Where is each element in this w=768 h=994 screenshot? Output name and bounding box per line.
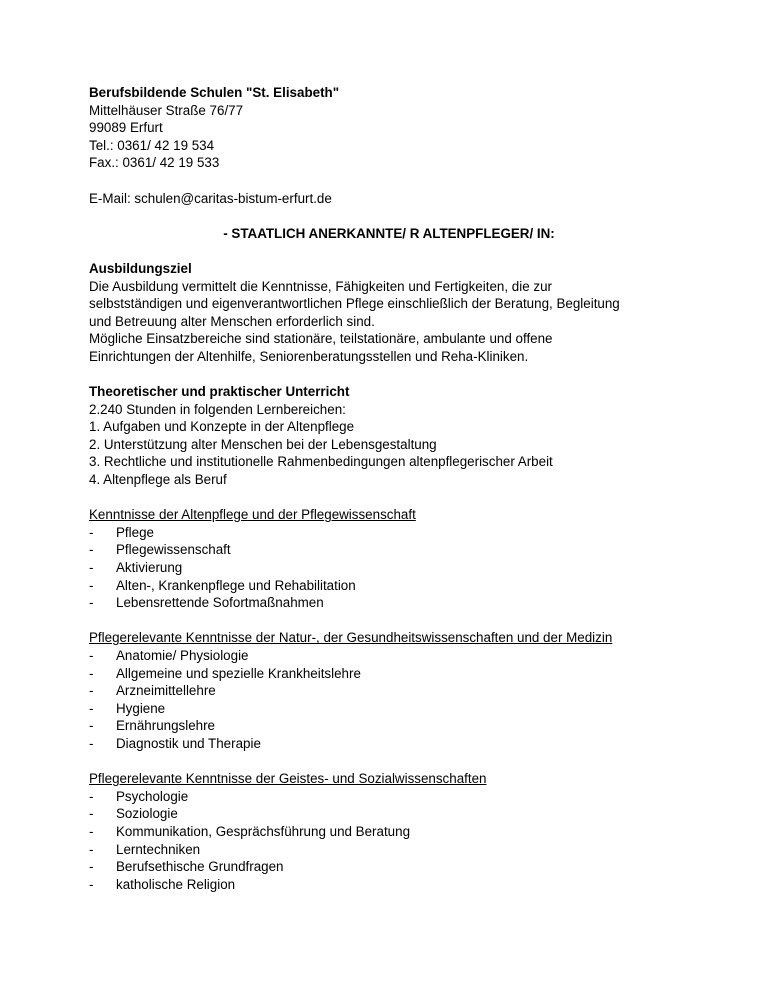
section-naturwissenschaften [89,629,689,752]
list-item: - Diagnostik und Therapie [89,735,261,751]
unterricht-section [89,383,689,489]
dash-bullet: - [89,788,94,804]
dash-bullet: - [89,806,94,822]
paragraph-line: selbstständigen und eigenverantwortlichen Pflege einschließlich der Beratung, Begleitung [89,296,620,312]
list-item: - Pflegewissenschaft [89,542,231,558]
list-item: - katholische Religion [89,876,236,892]
list-item: - Arzneimittellehre [89,683,216,699]
lernbereich-item: 2. Unterstützung alter Menschen bei der Lebensgestaltung [89,436,437,452]
topic-list [89,647,689,753]
list-item: - Alten-, Krankenpflege und Rehabilitation [89,577,356,593]
topic-list [89,524,689,612]
dash-bullet: - [89,700,94,716]
list-item: - Hygiene [89,700,166,716]
dash-bullet: - [89,560,94,576]
dash-bullet: - [89,859,94,875]
paragraph-line: 2.240 Stunden in folgenden Lernbereichen: [89,401,346,417]
list-item: - Berufsethische Grundfragen [89,859,284,875]
list-item: - Aktivierung [89,560,183,576]
unterricht-heading: Theoretischer und praktischer Unterricht [89,384,350,400]
document-content [89,84,689,893]
paragraph-line: und Betreuung alter Menschen erforderlich sind. [89,313,375,329]
list-item: - Psychologie [89,788,189,804]
topic-list [89,788,689,894]
dash-bullet: - [89,665,94,681]
lernbereich-item: 1. Aufgaben und Konzepte in der Altenpflege [89,419,355,435]
dash-bullet: - [89,718,94,734]
email-line [89,190,689,208]
dash-bullet: - [89,595,94,611]
street-address: Mittelhäuser Straße 76/77 [89,102,244,118]
section-heading: Pflegerelevante Kenntnisse der Natur-, der Gesundheitswissenschaften und der Medizin [89,630,613,646]
email-label: E-Mail: [89,190,135,206]
list-item: - Ernährungslehre [89,718,216,734]
list-item: - Allgemeine und spezielle Krankheitslehre [89,665,361,681]
paragraph-line: Die Ausbildung vermittelt die Kenntnisse, Fähigkeiten und Fertigkeiten, die zur [89,278,552,294]
section-altenpflege [89,506,689,612]
dash-bullet: - [89,524,94,540]
dash-bullet: - [89,876,94,892]
dash-bullet: - [89,542,94,558]
section-heading: Kenntnisse der Altenpflege und der Pflegewissenschaft [89,507,416,523]
dash-bullet: - [89,577,94,593]
section-heading: Pflegerelevante Kenntnisse der Geistes- und Sozialwissenschaften [89,771,487,787]
list-item: - Lebensrettende Sofortmaßnahmen [89,595,324,611]
ausbildungsziel-section [89,260,689,366]
dash-bullet: - [89,735,94,751]
lernbereich-item: 4. Altenpflege als Beruf [89,472,227,488]
list-item: - Anatomie/ Physiologie [89,648,249,663]
list-item: - Soziologie [89,806,178,822]
list-item: - Kommunikation, Gesprächsführung und Beratung [89,823,411,839]
document-title: - STAATLICH ANERKANNTE/ R ALTENPFLEGER/ IN: [223,225,555,241]
dash-bullet: - [89,823,94,839]
address-block [89,84,689,207]
paragraph-line: Mögliche Einsatzbereiche sind stationäre, teilstationäre, ambulante und offene [89,331,553,347]
dash-bullet: - [89,841,94,857]
school-name: Berufsbildende Schulen "St. Elisabeth" [89,85,340,100]
list-item: - Pflege [89,524,154,540]
dash-bullet: - [89,683,94,699]
email-link[interactable]: schulen@caritas-bistum-erfurt.de [134,190,332,206]
ausbildungsziel-heading: Ausbildungsziel [89,260,192,276]
paragraph-line: Einrichtungen der Altenhilfe, Seniorenberatungsstellen und Reha-Kliniken. [89,348,529,364]
lernbereich-item: 3. Rechtliche und institutionelle Rahmenbedingungen altenpflegerischer Arbeit [89,454,553,470]
list-item: - Lerntechniken [89,841,201,857]
city: 99089 Erfurt [89,120,163,136]
dash-bullet: - [89,648,94,663]
telephone: Tel.: 0361/ 42 19 534 [89,137,215,153]
section-geisteswissenschaften [89,770,689,893]
fax: Fax.: 0361/ 42 19 533 [89,155,220,171]
